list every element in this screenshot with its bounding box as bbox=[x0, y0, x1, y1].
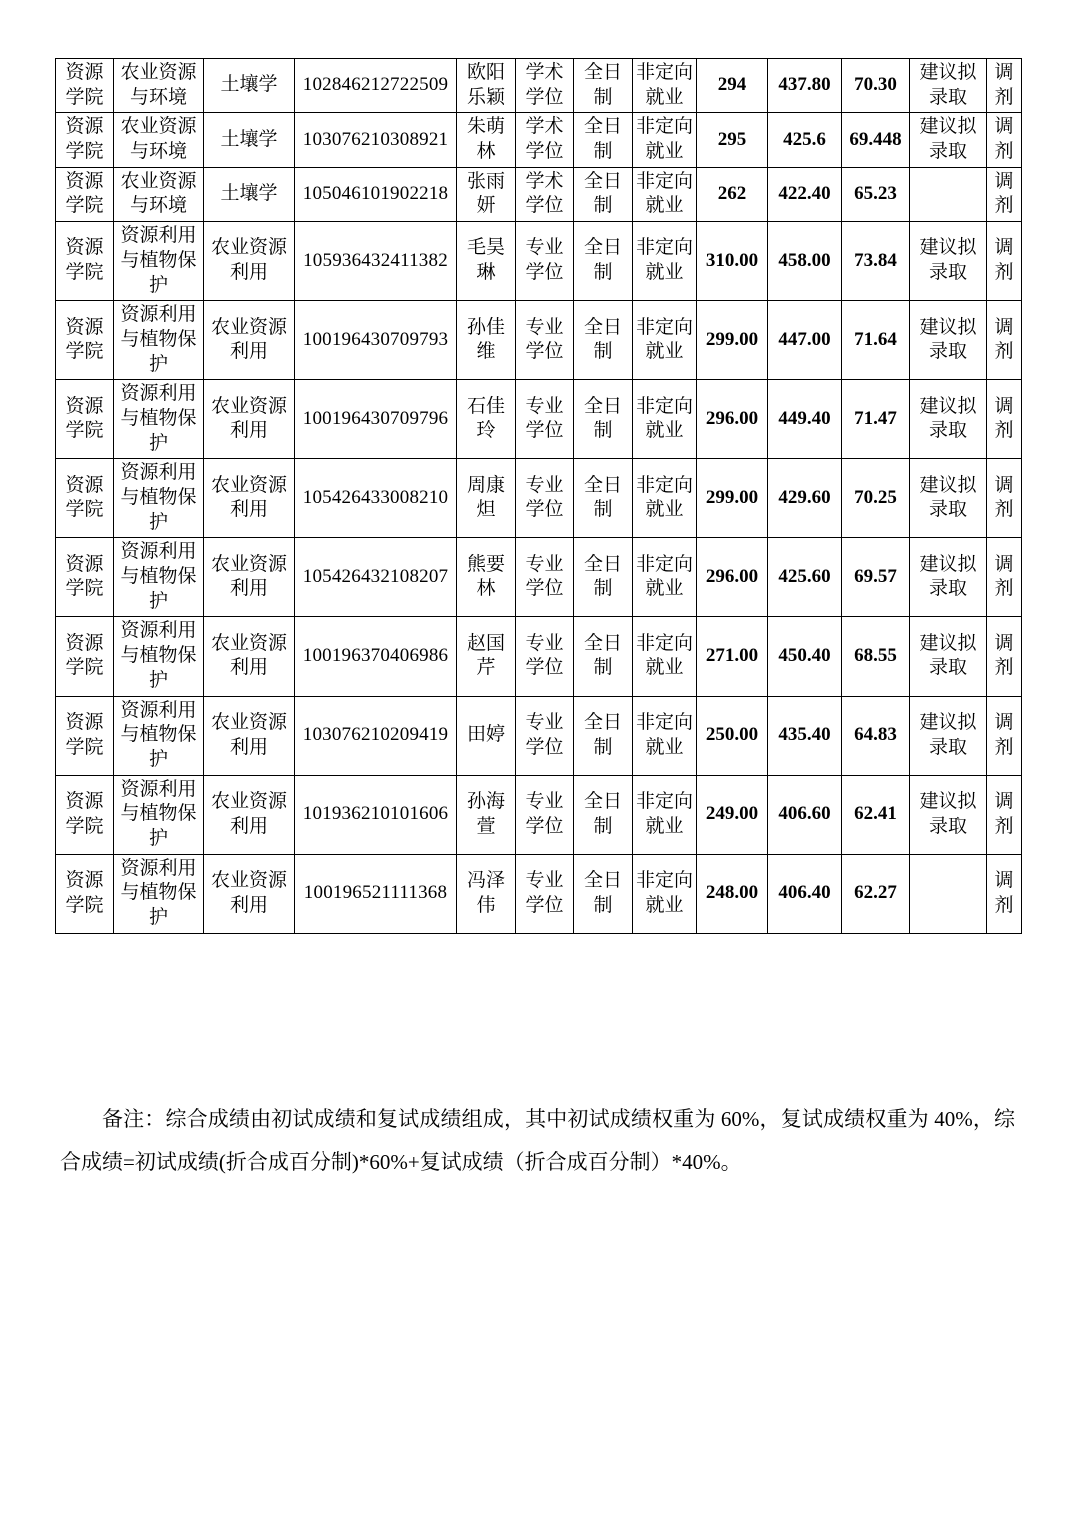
cell-major: 资源利用与植物保护 bbox=[114, 854, 204, 933]
cell-employ: 非定向就业 bbox=[633, 222, 697, 301]
cell-result: 建议拟录取 bbox=[910, 696, 987, 775]
cell-initial: 310.00 bbox=[697, 222, 768, 301]
table-row bbox=[56, 538, 1022, 617]
cell-retest: 429.60 bbox=[768, 459, 842, 538]
cell-source: 调剂 bbox=[987, 113, 1022, 167]
cell-study: 全日制 bbox=[574, 113, 633, 167]
cell-initial: 296.00 bbox=[697, 380, 768, 459]
cell-initial: 250.00 bbox=[697, 696, 768, 775]
cell-name: 孙海萱 bbox=[457, 775, 516, 854]
cell-direction: 农业资源利用 bbox=[204, 617, 295, 696]
cell-name: 欧阳乐颖 bbox=[457, 59, 516, 113]
cell-direction: 农业资源利用 bbox=[204, 380, 295, 459]
cell-source: 调剂 bbox=[987, 222, 1022, 301]
cell-major: 资源利用与植物保护 bbox=[114, 459, 204, 538]
cell-college: 资源学院 bbox=[56, 617, 114, 696]
cell-result: 建议拟录取 bbox=[910, 775, 987, 854]
cell-name: 张雨妍 bbox=[457, 167, 516, 221]
cell-id: 105426433008210 bbox=[295, 459, 457, 538]
cell-study: 全日制 bbox=[574, 380, 633, 459]
cell-source: 调剂 bbox=[987, 301, 1022, 380]
cell-initial: 249.00 bbox=[697, 775, 768, 854]
table-row bbox=[56, 380, 1022, 459]
cell-name: 毛昊琳 bbox=[457, 222, 516, 301]
cell-degree: 专业学位 bbox=[516, 854, 574, 933]
cell-total: 69.448 bbox=[842, 113, 910, 167]
cell-result: 建议拟录取 bbox=[910, 222, 987, 301]
cell-direction: 土壤学 bbox=[204, 59, 295, 113]
cell-initial: 299.00 bbox=[697, 301, 768, 380]
cell-retest: 422.40 bbox=[768, 167, 842, 221]
cell-degree: 专业学位 bbox=[516, 775, 574, 854]
cell-total: 71.47 bbox=[842, 380, 910, 459]
cell-name: 熊要林 bbox=[457, 538, 516, 617]
cell-id: 103076210308921 bbox=[295, 113, 457, 167]
cell-degree: 学术学位 bbox=[516, 167, 574, 221]
cell-result: 建议拟录取 bbox=[910, 113, 987, 167]
admission-results-table bbox=[55, 58, 1022, 934]
cell-college: 资源学院 bbox=[56, 113, 114, 167]
table-row bbox=[56, 617, 1022, 696]
cell-study: 全日制 bbox=[574, 459, 633, 538]
cell-name: 田婷 bbox=[457, 696, 516, 775]
cell-id: 105046101902218 bbox=[295, 167, 457, 221]
cell-degree: 专业学位 bbox=[516, 459, 574, 538]
cell-employ: 非定向就业 bbox=[633, 696, 697, 775]
cell-employ: 非定向就业 bbox=[633, 113, 697, 167]
cell-degree: 专业学位 bbox=[516, 538, 574, 617]
cell-total: 69.57 bbox=[842, 538, 910, 617]
cell-retest: 406.40 bbox=[768, 854, 842, 933]
cell-major: 资源利用与植物保护 bbox=[114, 617, 204, 696]
cell-total: 68.55 bbox=[842, 617, 910, 696]
cell-id: 103076210209419 bbox=[295, 696, 457, 775]
cell-name: 周康炟 bbox=[457, 459, 516, 538]
cell-employ: 非定向就业 bbox=[633, 301, 697, 380]
table-row bbox=[56, 301, 1022, 380]
cell-retest: 449.40 bbox=[768, 380, 842, 459]
cell-initial: 295 bbox=[697, 113, 768, 167]
cell-retest: 450.40 bbox=[768, 617, 842, 696]
cell-college: 资源学院 bbox=[56, 538, 114, 617]
cell-total: 70.30 bbox=[842, 59, 910, 113]
table-row bbox=[56, 113, 1022, 167]
cell-degree: 专业学位 bbox=[516, 696, 574, 775]
cell-source: 调剂 bbox=[987, 854, 1022, 933]
cell-direction: 农业资源利用 bbox=[204, 538, 295, 617]
cell-employ: 非定向就业 bbox=[633, 538, 697, 617]
cell-id: 105936432411382 bbox=[295, 222, 457, 301]
cell-source: 调剂 bbox=[987, 696, 1022, 775]
cell-source: 调剂 bbox=[987, 775, 1022, 854]
cell-initial: 271.00 bbox=[697, 617, 768, 696]
cell-study: 全日制 bbox=[574, 222, 633, 301]
cell-degree: 专业学位 bbox=[516, 222, 574, 301]
cell-degree: 学术学位 bbox=[516, 113, 574, 167]
cell-study: 全日制 bbox=[574, 301, 633, 380]
cell-study: 全日制 bbox=[574, 617, 633, 696]
cell-college: 资源学院 bbox=[56, 301, 114, 380]
cell-retest: 437.80 bbox=[768, 59, 842, 113]
cell-employ: 非定向就业 bbox=[633, 459, 697, 538]
cell-direction: 土壤学 bbox=[204, 113, 295, 167]
cell-direction: 农业资源利用 bbox=[204, 459, 295, 538]
cell-direction: 农业资源利用 bbox=[204, 775, 295, 854]
cell-college: 资源学院 bbox=[56, 854, 114, 933]
cell-result: 建议拟录取 bbox=[910, 301, 987, 380]
cell-id: 102846212722509 bbox=[295, 59, 457, 113]
cell-study: 全日制 bbox=[574, 696, 633, 775]
cell-total: 62.27 bbox=[842, 854, 910, 933]
cell-degree: 学术学位 bbox=[516, 59, 574, 113]
cell-employ: 非定向就业 bbox=[633, 854, 697, 933]
cell-total: 62.41 bbox=[842, 775, 910, 854]
cell-initial: 299.00 bbox=[697, 459, 768, 538]
cell-retest: 425.60 bbox=[768, 538, 842, 617]
cell-id: 101936210101606 bbox=[295, 775, 457, 854]
table-row bbox=[56, 59, 1022, 113]
cell-study: 全日制 bbox=[574, 775, 633, 854]
cell-study: 全日制 bbox=[574, 538, 633, 617]
cell-direction: 土壤学 bbox=[204, 167, 295, 221]
cell-id: 100196370406986 bbox=[295, 617, 457, 696]
cell-degree: 专业学位 bbox=[516, 301, 574, 380]
cell-source: 调剂 bbox=[987, 59, 1022, 113]
cell-retest: 406.60 bbox=[768, 775, 842, 854]
cell-major: 农业资源与环境 bbox=[114, 113, 204, 167]
cell-result bbox=[910, 167, 987, 221]
table-footnote: 备注：综合成绩由初试成绩和复试成绩组成，其中初试成绩权重为 60%，复试成绩权重为 40%，综合成绩=初试成绩(折合成百分制)*60%+复试成绩（折合成百分制）*40%。 bbox=[60, 1107, 1015, 1175]
cell-total: 70.25 bbox=[842, 459, 910, 538]
table-row bbox=[56, 167, 1022, 221]
cell-name: 朱萌林 bbox=[457, 113, 516, 167]
cell-college: 资源学院 bbox=[56, 59, 114, 113]
cell-result bbox=[910, 854, 987, 933]
cell-result: 建议拟录取 bbox=[910, 538, 987, 617]
cell-name: 石佳玲 bbox=[457, 380, 516, 459]
cell-result: 建议拟录取 bbox=[910, 459, 987, 538]
cell-employ: 非定向就业 bbox=[633, 167, 697, 221]
cell-total: 65.23 bbox=[842, 167, 910, 221]
cell-direction: 农业资源利用 bbox=[204, 696, 295, 775]
table-body bbox=[56, 59, 1022, 934]
cell-major: 资源利用与植物保护 bbox=[114, 301, 204, 380]
cell-source: 调剂 bbox=[987, 617, 1022, 696]
cell-direction: 农业资源利用 bbox=[204, 854, 295, 933]
cell-total: 71.64 bbox=[842, 301, 910, 380]
cell-id: 105426432108207 bbox=[295, 538, 457, 617]
cell-study: 全日制 bbox=[574, 167, 633, 221]
cell-major: 资源利用与植物保护 bbox=[114, 538, 204, 617]
table-row bbox=[56, 854, 1022, 933]
cell-retest: 447.00 bbox=[768, 301, 842, 380]
cell-employ: 非定向就业 bbox=[633, 59, 697, 113]
cell-study: 全日制 bbox=[574, 854, 633, 933]
cell-direction: 农业资源利用 bbox=[204, 301, 295, 380]
cell-major: 资源利用与植物保护 bbox=[114, 696, 204, 775]
cell-source: 调剂 bbox=[987, 380, 1022, 459]
cell-initial: 296.00 bbox=[697, 538, 768, 617]
table-row bbox=[56, 459, 1022, 538]
cell-employ: 非定向就业 bbox=[633, 617, 697, 696]
cell-total: 73.84 bbox=[842, 222, 910, 301]
cell-degree: 专业学位 bbox=[516, 380, 574, 459]
cell-result: 建议拟录取 bbox=[910, 617, 987, 696]
cell-college: 资源学院 bbox=[56, 775, 114, 854]
cell-retest: 435.40 bbox=[768, 696, 842, 775]
cell-source: 调剂 bbox=[987, 167, 1022, 221]
cell-employ: 非定向就业 bbox=[633, 380, 697, 459]
cell-id: 100196430709796 bbox=[295, 380, 457, 459]
cell-college: 资源学院 bbox=[56, 696, 114, 775]
cell-retest: 425.6 bbox=[768, 113, 842, 167]
cell-retest: 458.00 bbox=[768, 222, 842, 301]
cell-name: 冯泽伟 bbox=[457, 854, 516, 933]
cell-college: 资源学院 bbox=[56, 222, 114, 301]
cell-source: 调剂 bbox=[987, 459, 1022, 538]
cell-source: 调剂 bbox=[987, 538, 1022, 617]
cell-result: 建议拟录取 bbox=[910, 380, 987, 459]
cell-name: 赵国芹 bbox=[457, 617, 516, 696]
cell-college: 资源学院 bbox=[56, 167, 114, 221]
cell-employ: 非定向就业 bbox=[633, 775, 697, 854]
cell-major: 农业资源与环境 bbox=[114, 167, 204, 221]
cell-initial: 248.00 bbox=[697, 854, 768, 933]
cell-college: 资源学院 bbox=[56, 380, 114, 459]
table-row bbox=[56, 222, 1022, 301]
cell-result: 建议拟录取 bbox=[910, 59, 987, 113]
cell-id: 100196430709793 bbox=[295, 301, 457, 380]
cell-major: 资源利用与植物保护 bbox=[114, 775, 204, 854]
cell-study: 全日制 bbox=[574, 59, 633, 113]
cell-degree: 专业学位 bbox=[516, 617, 574, 696]
cell-name: 孙佳维 bbox=[457, 301, 516, 380]
table-row bbox=[56, 775, 1022, 854]
cell-major: 农业资源与环境 bbox=[114, 59, 204, 113]
cell-initial: 262 bbox=[697, 167, 768, 221]
cell-major: 资源利用与植物保护 bbox=[114, 380, 204, 459]
cell-initial: 294 bbox=[697, 59, 768, 113]
cell-direction: 农业资源利用 bbox=[204, 222, 295, 301]
cell-total: 64.83 bbox=[842, 696, 910, 775]
cell-id: 100196521111368 bbox=[295, 854, 457, 933]
cell-college: 资源学院 bbox=[56, 459, 114, 538]
cell-major: 资源利用与植物保护 bbox=[114, 222, 204, 301]
table-row bbox=[56, 696, 1022, 775]
